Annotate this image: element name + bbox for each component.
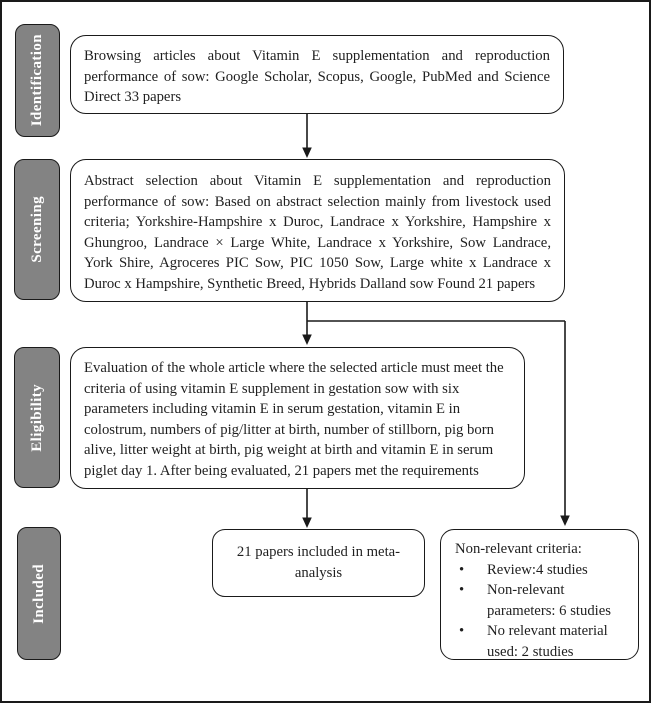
box-identification-text: Browsing articles about Vitamin E supplementation and reproduction performance of sow: Google Scholar, Scopus, Google, PubMed and Science Direct 33 papers [84, 48, 550, 106]
bullet-icon: • [459, 623, 465, 640]
stage-label-included [17, 527, 61, 660]
bullet-icon: • [459, 561, 465, 578]
box-identification [70, 35, 564, 114]
stage-label-eligibility [14, 347, 60, 488]
box-eligibility [70, 347, 525, 489]
stage-label-screening [14, 159, 60, 300]
stage-label-included-text: Included [30, 563, 47, 624]
box-non-relevant-criteria [440, 529, 639, 660]
non-relevant-title: Non-relevant criteria: [455, 541, 582, 557]
box-included-meta-analysis-text: 21 papers included in meta-analysis [236, 544, 401, 581]
stage-label-screening-text: Screening [28, 196, 45, 263]
stage-label-eligibility-text: Eligibility [28, 383, 45, 452]
non-relevant-item [455, 560, 628, 581]
non-relevant-item-text: Review:4 studies [487, 561, 588, 578]
box-included-meta-analysis [212, 529, 425, 597]
non-relevant-item [455, 621, 628, 662]
box-screening-text: Abstract selection about Vitamin E supplementation and reproduction performance of sow: Based on abstract selection mainly from livestock used criteria; Yorkshire-Hampshire x Duroc, Landrace x Yorkshire, Hampshire x Ghungroo, Landrace × Large White, Landrace x Yorkshire, Sow Landrace, York Shire, Agroceres PIC Sow, PIC 1050 Sow, Large white x Landrace x Duroc x Hampshire, Synthetic Breed, Hybrids Dalland sow Found 21 papers [84, 173, 551, 292]
box-eligibility-text: Evaluation of the whole article where the selected article must meet the criteria of using vitamin E supplement in gestation sow with six parameters including vitamin E in serum gestation, vitamin E in colostrum, numbers of pig/litter at birth, number of stillborn, pig born alive, litter weight at birth, pig weight at birth and vitamin E in serum piglet day 1. After being evaluated, 21 papers met the requirements [84, 360, 504, 479]
box-screening [70, 159, 565, 302]
non-relevant-item [455, 580, 628, 621]
stage-label-identification [15, 24, 60, 137]
non-relevant-item-text: No relevant material used: 2 studies [487, 623, 608, 660]
bullet-icon: • [459, 582, 465, 599]
non-relevant-item-text: Non-relevant parameters: 6 studies [487, 582, 611, 619]
stage-label-identification-text: Identification [29, 34, 45, 127]
